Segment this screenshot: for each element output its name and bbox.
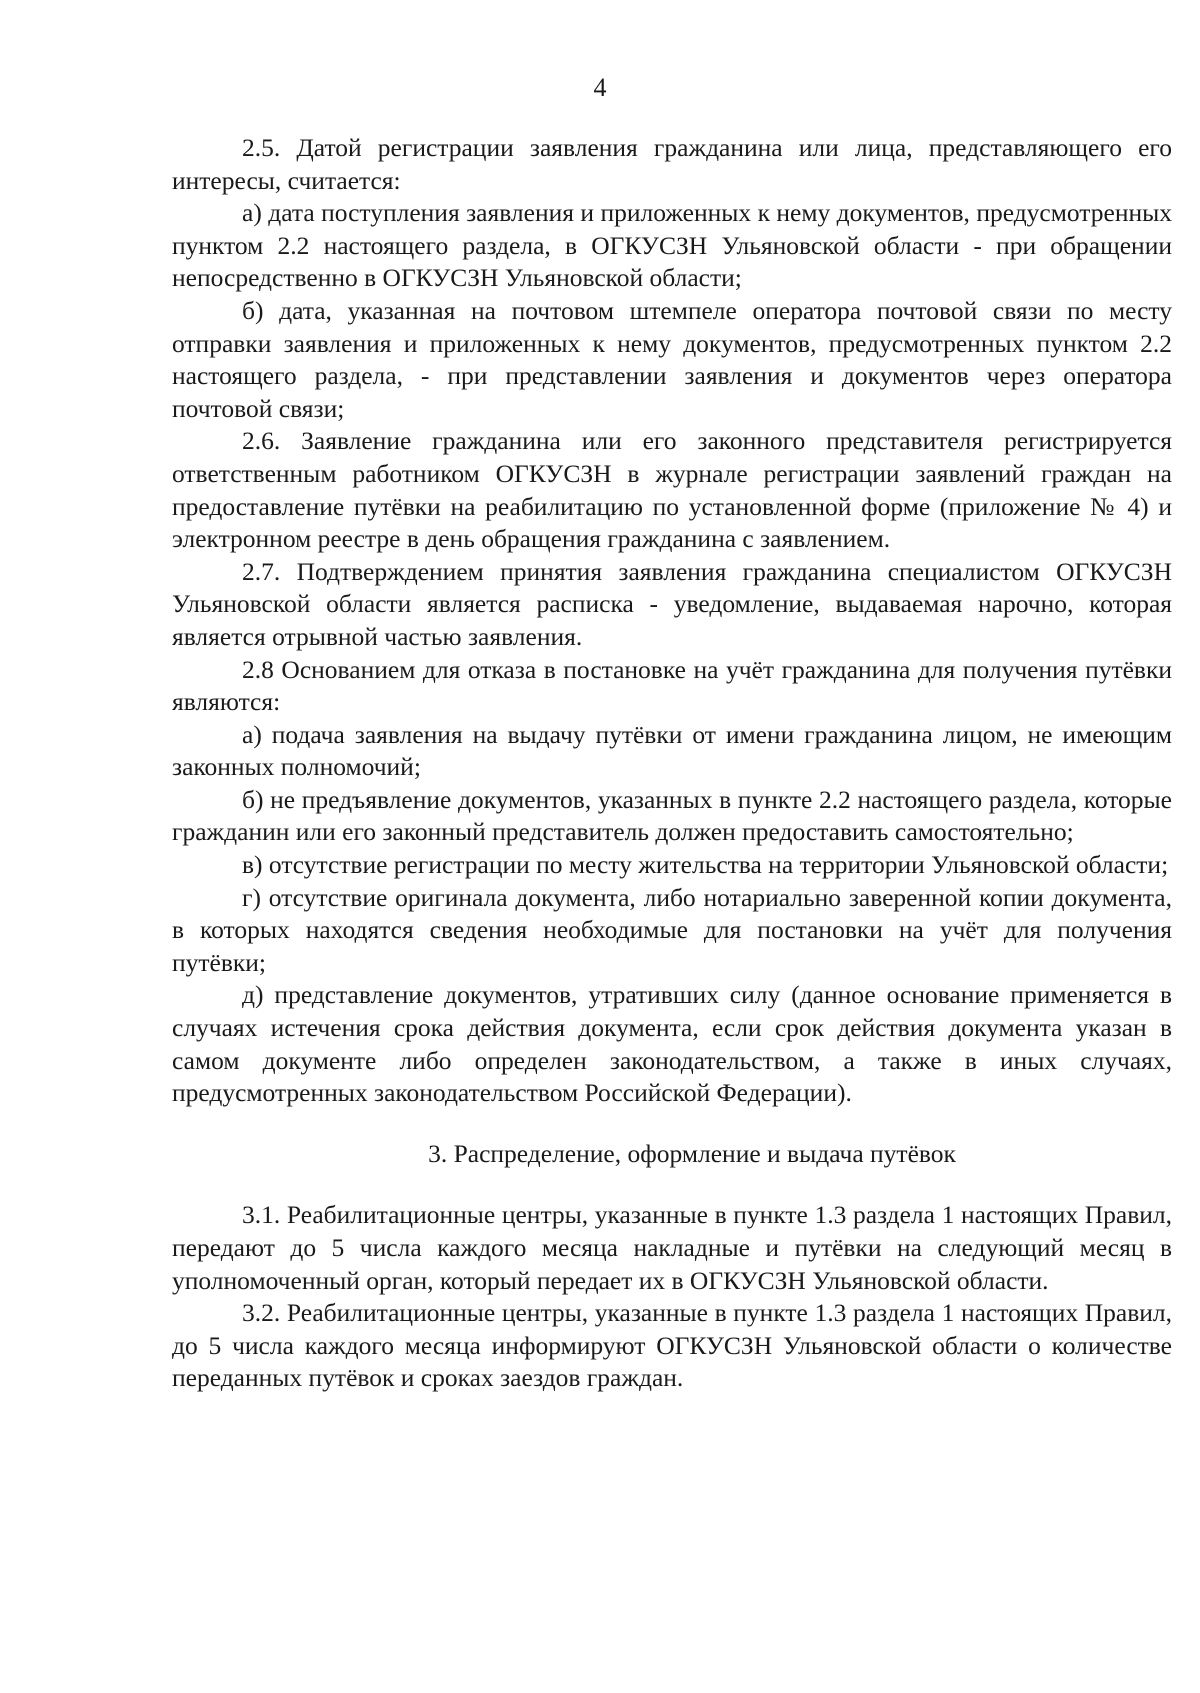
paragraph-2-8-a: а) подача заявления на выдачу путёвки от имени гражданина лицом, не имеющим законных полномочий; — [172, 719, 1172, 782]
paragraph-2-8-b: б) не предъявление документов, указанных в пункте 2.2 настоящего раздела, которые гражданин или его законный представитель должен предоставить самостоятельно; — [172, 784, 1172, 847]
document-body — [172, 132, 1172, 1395]
paragraph-2-5: 2.5. Датой регистрации заявления гражданина или лица, представляющего его интересы, считается: — [172, 133, 1172, 195]
paragraph-3-2: 3.2. Реабилитационные центры, указанные в пункте 1.3 раздела 1 настоящих Правил, до 5 числа каждого месяца информируют ОГКУСЗН Ульяновской области о количестве переданных путёвок и сроках заездов граждан. — [172, 1298, 1172, 1393]
paragraph-2-7: 2.7. Подтверждением принятия заявления гражданина специалистом ОГКУСЗН Ульяновской области является расписка - уведомление, выдаваемая нарочно, которая является отрывной частью заявления. — [172, 556, 1172, 651]
paragraph-2-8-g: г) отсутствие оригинала документа, либо нотариально заверенной копии документа, в которых находятся сведения необходимые для постановки на учёт для получения путёвки; — [172, 882, 1172, 977]
paragraph-2-6: 2.6. Заявление гражданина или его законного представителя регистрируется ответственным работником ОГКУСЗН в журнале регистрации заявлений граждан на предоставление путёвки на реабилитацию по установленной форме (приложение № 4) и электронном реестре в день обращения гражданина с заявлением. — [172, 426, 1172, 554]
paragraph-2-5-a: а) дата поступления заявления и приложенных к нему документов, предусмотренных пунктом 2.2 настоящего раздела, в ОГКУСЗН Ульяновской области - при обращении непосредственно в ОГКУСЗН Ульяновской области; — [172, 198, 1172, 293]
paragraph-2-8-v: в) отсутствие регистрации по месту жительства на территории Ульяновской области; — [242, 850, 1169, 880]
paragraph-2-5-b: б) дата, указанная на почтовом штемпеле оператора почтовой связи по месту отправки заявления и приложенных к нему документов, предусмотренных пунктом 2.2 настоящего раздела, - при представлении заявления и документов через оператора почтовой связи; — [172, 295, 1172, 423]
page-number: 4 — [593, 73, 607, 102]
paragraph-3-1: 3.1. Реабилитационные центры, указанные в пункте 1.3 раздела 1 настоящих Правил, передают до 5 числа каждого месяца накладные и путёвки на следующий месяц в уполномоченный орган, который передает их в ОГКУСЗН Ульяновской области. — [172, 1200, 1172, 1295]
paragraph-2-8-d: д) представление документов, утративших силу (данное основание применяется в случаях истечения срока действия документа, если срок действия документа указан в самом документе либо определен законодательством, а также в иных случаях, предусмотренных законодательством Российской Федерации). — [172, 980, 1172, 1108]
section-3-heading: 3. Распределение, оформление и выдача путёвок — [428, 1138, 956, 1168]
paragraph-2-8: 2.8 Основанием для отказа в постановке на учёт гражданина для получения путёвки являются: — [172, 654, 1172, 717]
